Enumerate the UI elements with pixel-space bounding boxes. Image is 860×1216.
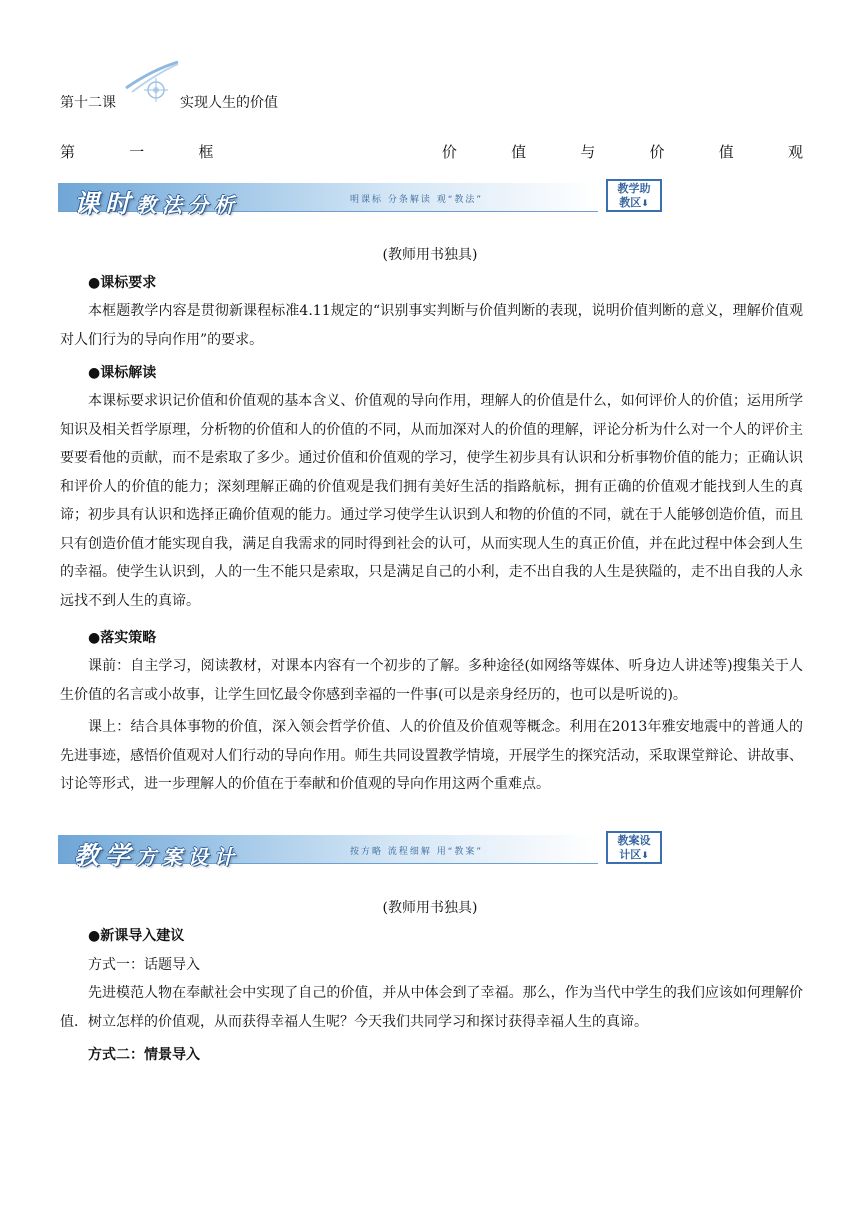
frame-title-char: 值: [718, 143, 734, 161]
banner-title: 教学方案设计: [74, 841, 241, 870]
frame-title-char: 价: [441, 143, 457, 161]
paper-plane-emblem-icon: [122, 58, 182, 108]
teacher-note: (教师用书独具): [382, 900, 478, 916]
banner-slogan: 明课标 分条解读 观“教法”: [350, 195, 484, 205]
section-body: 课上：结合具体事物的价值，深入领会哲学价值、人的价值及价值观等概念。利用在2013年雅安地震中的普通人的先进事迹，感悟价值观对人们行动的导向作用。师生共同设置教学情境，开展学生的探究活动，采取课堂辩论、讲故事、讨论等形式，进一步理解人的价值在于奉献和价值观的导向作用这两个重难点。: [60, 719, 803, 792]
frame-title-char: 观: [787, 143, 803, 161]
teacher-note: (教师用书独具): [382, 247, 478, 263]
section-heading: ●新课导入建议: [88, 928, 185, 944]
frame-title-char: 与: [580, 143, 596, 161]
method-label: 方式一：话题导入: [88, 957, 200, 973]
lesson-plan-zone-label: 教案设 计区⬇: [606, 831, 662, 864]
frame-title-char: 值: [511, 143, 527, 161]
section-heading: ●落实策略: [88, 630, 157, 646]
section-body: 本课标要求识记价值和价值观的基本含义、价值观的导向作用，理解人的价值是什么，如何评价人的价值；运用所学知识及相关哲学原理，分析物的价值和人的价值的不同，从而加深对人的价值的理解，评论分析为什么对一个人的评价主要要看他的贡献，而不是索取了多少。通过价值和价值观的学习，使学生初步具有认识和分析事物价值的能力；正确认识和评价人的价值的能力；深刻理解正确的价值观是我们拥有美好生活的指路航标，拥有正确的价值观才能找到人生的真谛；初步具有认识和选择正确价值观的能力。通过学习使学生认识到人和物的价值的不同，就在于人能够创造价值，而且只有创造价值才能实现自我，满足自我需求的同时得到社会的认可，从而实现人生的真正价值，并在此过程中体会到人生的幸福。使学生认识到，人的一生不能只是索取，只是满足自己的小利，走不出自我的人生是狭隘的，走不出自我的人永远找不到人生的真谛。: [60, 393, 803, 609]
lesson-number: 第十二课: [60, 95, 116, 111]
teaching-aid-zone-label: 教学助 教区⬇: [606, 179, 662, 212]
arrow-down-icon: ⬇: [641, 199, 649, 209]
frame-title: [60, 141, 803, 162]
lesson-plan-banner: [58, 831, 664, 871]
method-label: 方式二：情景导入: [88, 1047, 200, 1063]
section-body: 本框题教学内容是贯彻新课程标准4.11规定的“识别事实判断与价值判断的表现，说明价值判断的意义，理解价值观对人们行为的导向作用”的要求。: [60, 303, 803, 348]
banner-slogan: 按方略 流程细解 用“教案”: [350, 847, 484, 857]
section-body: 课前：自主学习，阅读教材，对课本内容有一个初步的了解。多种途径(如网络等媒体、听身边人讲述等)搜集关于人生价值的名言或小故事，让学生回忆最令你感到幸福的一件事(可以是亲身经历的，也可以是听说的)。: [60, 658, 803, 703]
frame-title-char: 一: [129, 143, 145, 161]
frame-title-char: 框: [198, 143, 214, 161]
banner-title: 课时教法分析: [74, 189, 241, 218]
frame-title-char: 价: [649, 143, 665, 161]
lesson-analysis-banner: [58, 179, 664, 219]
frame-title-char: 第: [60, 143, 76, 161]
section-body: 先进模范人物在奉献社会中实现了自己的价值，并从中体会到了幸福。那么，作为当代中学生的我们应该如何理解价值．树立怎样的价值观，从而获得幸福人生呢？今天我们共同学习和探讨获得幸福人生的真谛。: [60, 985, 803, 1030]
lesson-title: 实现人生的价值: [180, 95, 278, 111]
section-heading: ●课标解读: [88, 365, 157, 381]
section-heading: ●课标要求: [88, 275, 157, 291]
arrow-down-icon: ⬇: [641, 851, 649, 861]
